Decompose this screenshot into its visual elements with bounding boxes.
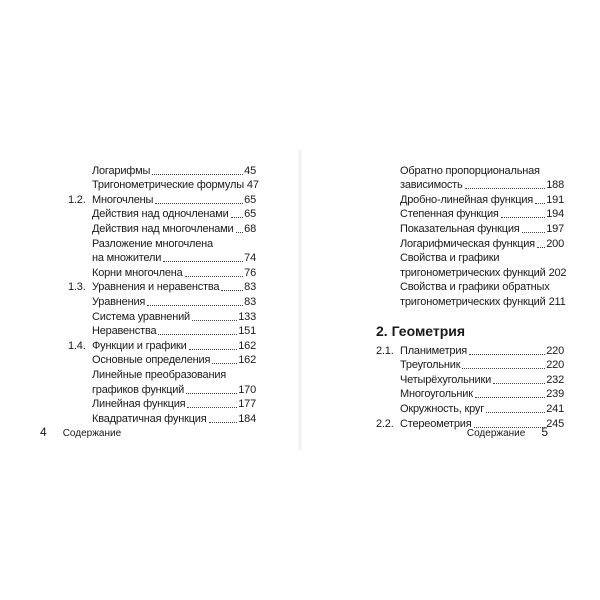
dot-leader [155,202,243,204]
toc-entry-page: 170 [238,383,256,396]
dot-leader [465,187,546,189]
toc-entry [68,294,256,309]
toc-entry [376,387,564,402]
right-page [300,0,600,600]
dot-leader [493,382,545,384]
dot-leader [486,411,545,413]
toc-entry-page: 232 [546,373,564,386]
toc-entry-page: 202 [548,266,567,279]
dot-leader [185,275,244,277]
toc-entry [376,221,564,236]
toc-entry-title: тригонометрических функций [400,295,546,308]
toc-entry-title: Действия над одночленами [92,208,229,221]
right-footer [467,425,548,439]
toc-entry-title: тригонометрических функций [400,266,546,279]
toc-entry-page: 194 [546,208,564,221]
toc-entry-title: Основные определения [92,354,211,367]
toc-entry-page: 220 [546,344,564,357]
dot-leader [236,231,244,233]
toc-entry-page: 184 [238,412,256,425]
dot-leader [462,367,545,369]
dot-leader [501,216,546,218]
toc-entry-page: 65 [244,208,256,221]
toc-entry-title: Система уравнений [92,310,190,323]
toc-entry-number: 1.2. [68,193,86,206]
toc-entry [376,294,564,309]
toc-entry [376,358,564,373]
dot-leader [163,260,243,262]
toc-entry-title: Планиметрия [400,344,468,357]
toc-entry-number: 2.2. [376,417,394,430]
toc-entry [68,236,256,251]
toc-entry-title: Действия над многочленами [92,222,234,235]
toc-entry [376,163,564,178]
toc-entry-title: Окружность, круг [400,402,485,415]
toc-entry-title: Корни многочлена [92,266,183,279]
toc-entry-page: 83 [244,295,256,308]
toc-entry-title: Показательная функция [400,222,520,235]
toc-entry-number: 1.3. [68,281,86,294]
toc-entry-page: 197 [546,222,564,235]
toc-entry-page: 177 [238,398,256,411]
dot-leader [189,348,238,350]
toc-entry-page: 191 [546,193,564,206]
dot-leader [152,173,243,175]
left-footer [40,425,121,439]
toc-entry-page: 74 [244,252,256,265]
toc-entry [376,178,564,193]
dot-leader [186,392,237,394]
dot-leader [192,319,237,321]
toc-entry-title: Неравенства [92,325,157,338]
toc-entry [68,163,256,178]
dot-leader [535,202,545,204]
toc-entry-title: Логарифмическая функция [400,237,535,250]
toc-entry-page: 68 [244,222,256,235]
toc-entry [68,265,256,280]
toc-entry-title: Многоугольник [400,388,473,401]
toc-entry-title: Логарифмы [92,164,151,177]
toc-entry [68,338,256,353]
toc-entry [376,401,564,416]
toc-entry-title: Квадратичная функция [92,412,207,425]
dot-leader [212,362,237,364]
toc-entry-page: 241 [546,402,564,415]
toc-entry-title: Линейная функция [92,398,186,411]
right-page-number: 5 [541,425,548,439]
toc-entry-title: Уравнения и неравенства [92,281,220,294]
toc-entry [376,372,564,387]
section-heading: 2. Геометрия [376,322,466,339]
toc-entry [68,178,259,193]
toc-entry-title: Разложение многочлена [92,237,213,250]
toc-entry-title: Многочлены [92,193,154,206]
toc-entry-page: 162 [238,354,256,367]
toc-entry [376,192,564,207]
toc-entry-title: Треугольник [400,359,461,372]
toc-entry-page: 133 [238,310,256,323]
toc-entry-page: 245 [546,417,564,430]
toc-entry [68,309,256,324]
toc-entry-page: 162 [238,339,256,352]
dot-leader [147,304,243,306]
toc-entry-title: графиков функций [92,383,185,396]
toc-entry [376,251,564,266]
toc-entry-page: 239 [546,388,564,401]
toc-entry [68,382,256,397]
toc-entry [68,353,256,368]
dot-leader [522,231,546,233]
toc-entry-title: Дробно-линейная функция [400,193,534,206]
toc-entry-page: 188 [546,179,564,192]
toc-entry-page: 151 [238,325,256,338]
toc-entry-title: Четырёхугольники [400,373,492,386]
toc-entry [68,251,256,266]
toc-entry [68,207,256,222]
toc-entry [376,280,564,295]
dot-leader [221,289,243,291]
toc-entry-page: 45 [244,164,256,177]
toc-entry-title: Свойства и графики [400,252,500,265]
toc-entry [68,397,256,412]
toc-entry [68,221,256,236]
dot-leader [475,396,545,398]
toc-entry-page: 200 [546,237,564,250]
toc-entry-page: 83 [244,281,256,294]
toc-entry-title: Функции и графики [92,339,187,352]
toc-entry-number: 2.1. [376,344,394,357]
toc-entry-title: зависимость [400,179,463,192]
toc-entry-page: 76 [244,266,256,279]
toc-entry-page: 220 [546,359,564,372]
toc-entry-title: Тригонометрические формулы [92,179,244,192]
left-page-number: 4 [40,425,47,439]
toc-entry-page: 65 [244,193,256,206]
dot-leader [209,421,238,423]
dot-leader [231,216,244,218]
toc-entry-title: Уравнения [92,295,146,308]
toc-entry-title: Стереометрия [400,417,472,430]
toc-entry-title: Степенная функция [400,208,499,221]
toc-entry-title: Линейные преобразования [92,368,227,381]
dot-leader [158,333,237,335]
toc-entry [68,324,256,339]
left-footer-label: Содержание [62,428,122,439]
toc-entry [68,280,256,295]
toc-entry [68,411,256,426]
dot-leader [469,353,545,355]
toc-entry-title: на множители [92,252,162,265]
toc-entry [376,207,564,222]
toc-entry-title: Свойства и графики обратных [400,281,550,294]
toc-entry-page: 211 [548,295,566,308]
toc-entry-title: Обратно пропорциональная [400,164,540,177]
toc-entry [68,367,256,382]
toc-entry [376,343,564,358]
left-toc-list [68,163,259,426]
right-toc-list [376,163,567,431]
dot-leader [537,246,545,248]
toc-entry-page: 47 [246,179,259,192]
toc-entry-number: 1.4. [68,339,86,352]
toc-entry [376,265,567,280]
right-footer-label: Содержание [466,428,526,439]
toc-entry [68,192,256,207]
toc-entry [376,236,564,251]
dot-leader [187,406,237,408]
